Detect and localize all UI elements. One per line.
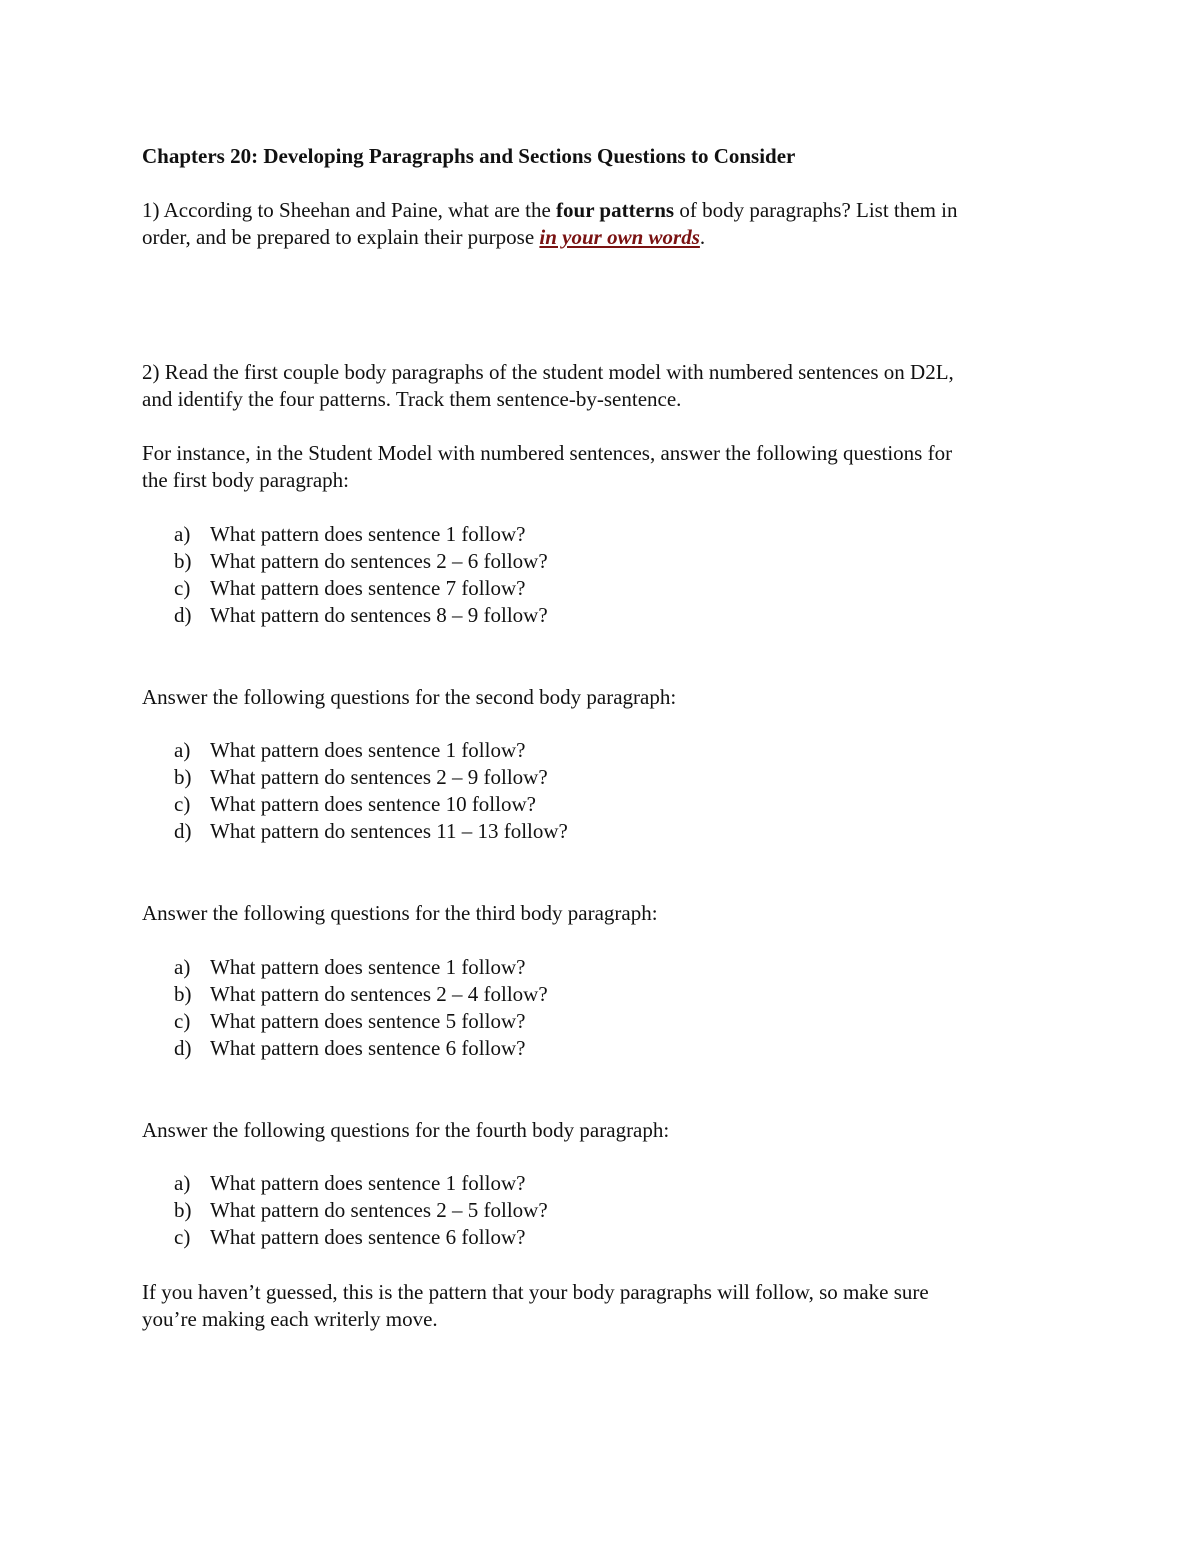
question-2-line-2: and identify the four patterns. Track them sentence-by-sentence. [142, 387, 682, 411]
list-marker: d) [174, 819, 192, 843]
list-marker: c) [174, 1225, 191, 1249]
list-item [174, 1224, 525, 1251]
list-item [174, 764, 548, 791]
list-marker: a) [174, 738, 191, 762]
list-item [174, 981, 548, 1008]
list-item [174, 1170, 525, 1197]
four-patterns-emphasis: four patterns [556, 198, 675, 222]
list-item [174, 818, 568, 845]
question-1-text: 1) According to Sheehan and Paine, what are the [142, 198, 557, 222]
list-marker: b) [174, 765, 192, 789]
own-words-emphasis: in your own words [539, 225, 700, 249]
list-marker: a) [174, 955, 191, 979]
question-1-text-cont: of body paragraphs? List them in [674, 198, 958, 222]
list-marker: c) [174, 792, 191, 816]
closing-line-2: you’re making each writerly move. [142, 1307, 438, 1331]
list-item-text: What pattern does sentence 1 follow? [210, 1171, 526, 1195]
list-marker: c) [174, 576, 191, 600]
list-marker: b) [174, 982, 192, 1006]
question-1-period: . [699, 225, 706, 249]
list-item [174, 521, 525, 548]
fourth-paragraph-heading: Answer the following questions for the fourth body paragraph: [142, 1118, 670, 1142]
list-item-text: What pattern does sentence 6 follow? [210, 1036, 526, 1060]
list-marker: a) [174, 522, 191, 546]
list-item [174, 791, 536, 818]
list-item [174, 1035, 525, 1062]
list-item-text: What pattern does sentence 1 follow? [210, 738, 526, 762]
list-marker: c) [174, 1009, 191, 1033]
list-marker: b) [174, 1198, 192, 1222]
list-item-text: What pattern does sentence 1 follow? [210, 522, 526, 546]
list-item [174, 1008, 525, 1035]
instance-intro-line-2: the first body paragraph: [142, 468, 350, 492]
list-item-text: What pattern do sentences 2 – 4 follow? [210, 982, 548, 1006]
list-item-text: What pattern does sentence 1 follow? [210, 955, 526, 979]
list-item [174, 575, 525, 602]
list-item [174, 1197, 548, 1224]
list-item-text: What pattern do sentences 11 – 13 follow? [210, 819, 568, 843]
list-item-text: What pattern does sentence 6 follow? [210, 1225, 526, 1249]
list-item-text: What pattern does sentence 5 follow? [210, 1009, 526, 1033]
question-1-line-1 [142, 197, 958, 224]
closing-line-1: If you haven’t guessed, this is the pattern that your body paragraphs will follow, so make sure [142, 1280, 929, 1304]
instance-intro-line-1: For instance, in the Student Model with numbered sentences, answer the following questions for [142, 441, 953, 465]
list-item-text: What pattern does sentence 7 follow? [210, 576, 526, 600]
list-marker: a) [174, 1171, 191, 1195]
list-item [174, 548, 548, 575]
list-item [174, 954, 525, 981]
question-2-line-1: 2) Read the first couple body paragraphs of the student model with numbered sentences on D2L, [142, 360, 954, 384]
list-item [174, 602, 548, 629]
list-marker: d) [174, 1036, 192, 1060]
list-item-text: What pattern do sentences 2 – 9 follow? [210, 765, 548, 789]
list-item-text: What pattern does sentence 10 follow? [210, 792, 536, 816]
list-item-text: What pattern do sentences 2 – 5 follow? [210, 1198, 548, 1222]
question-1-text-2: order, and be prepared to explain their purpose [142, 225, 540, 249]
list-marker: d) [174, 603, 192, 627]
second-paragraph-heading: Answer the following questions for the second body paragraph: [142, 685, 677, 709]
document-title: Chapters 20: Developing Paragraphs and Sections Questions to Consider [142, 144, 796, 168]
question-1-line-2 [142, 224, 705, 251]
list-item [174, 737, 525, 764]
list-item-text: What pattern do sentences 2 – 6 follow? [210, 549, 548, 573]
list-marker: b) [174, 549, 192, 573]
list-item-text: What pattern do sentences 8 – 9 follow? [210, 603, 548, 627]
third-paragraph-heading: Answer the following questions for the third body paragraph: [142, 901, 658, 925]
